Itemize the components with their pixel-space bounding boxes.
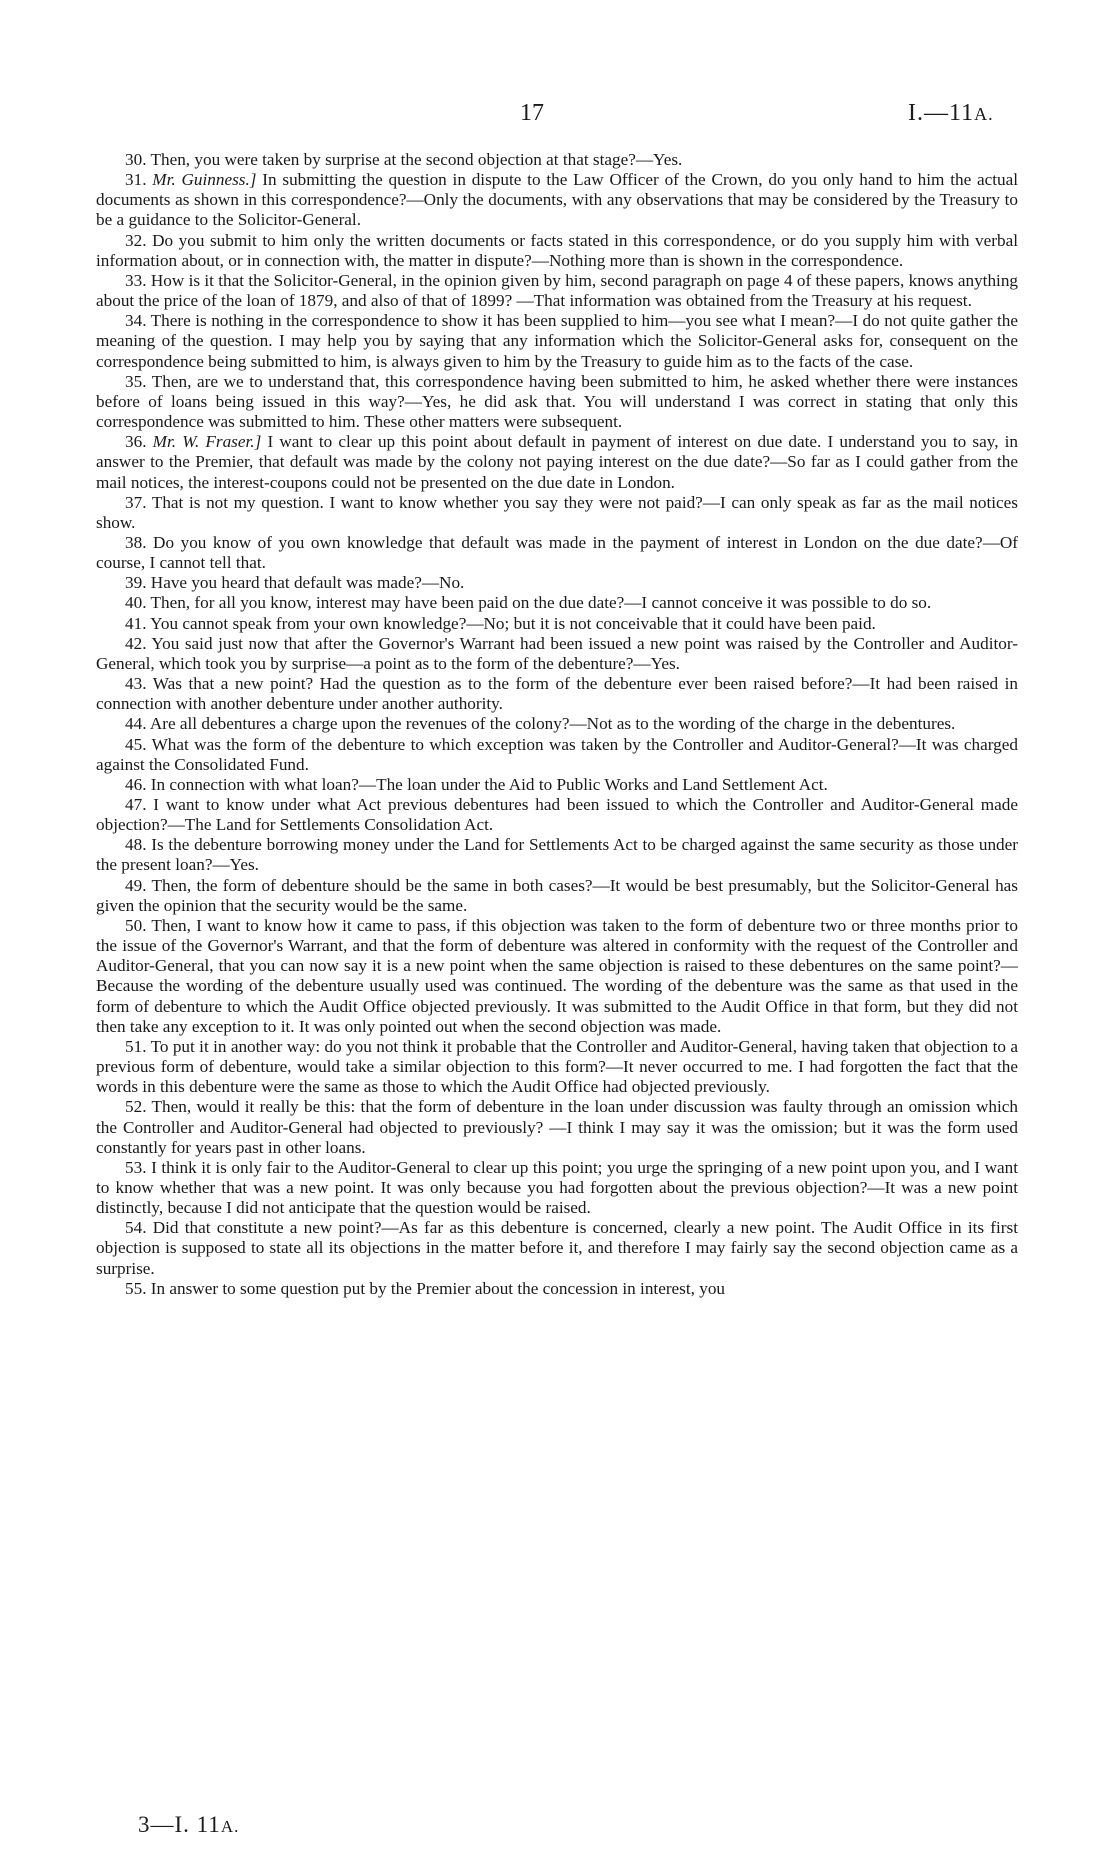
question-paragraph bbox=[96, 593, 1018, 613]
question-paragraph bbox=[96, 493, 1018, 533]
question-paragraph bbox=[96, 775, 1018, 795]
question-paragraph bbox=[96, 916, 1018, 1037]
question-text: Then, are we to understand that, this correspondence having been submitted to him, he asked whether there were instances before of loans being issued in this way?—Yes, he did ask that. You will understand I was correct in stating that only this correspondence was submitted to him. These other matters were subsequent. bbox=[96, 371, 1018, 432]
question-text: How is it that the Solicitor-General, in the opinion given by him, second paragraph on page 4 of these papers, knows anything about the price of the loan of 1879, and also of that of 1899? —That information was obtained from the Treasury at his request. bbox=[96, 270, 1019, 311]
question-text: Have you heard that default was made?—No. bbox=[150, 573, 465, 593]
question-paragraph bbox=[96, 170, 1018, 230]
question-text: There is nothing in the correspondence to show it has been supplied to him—you see what I mean?—I do not quite gather the meaning of the question. I may help you by saying that any information which the Solicitor-General asks for, consequent on the correspondence being submitted to him, is always given to him by the Treasury to guide him as to the facts of the case. bbox=[96, 311, 1018, 371]
question-number: 31. bbox=[125, 170, 147, 190]
question-paragraph bbox=[96, 1279, 1018, 1299]
question-number: 34. bbox=[125, 311, 147, 331]
question-paragraph bbox=[96, 432, 1018, 492]
question-paragraph bbox=[96, 311, 1018, 371]
question-text: You said just now that after the Governor's Warrant had been issued a new point was raised by the Controller and Auditor-General, which took you by surprise—a point as to the form of the debenture?—Yes. bbox=[96, 633, 1018, 673]
question-text: Then, would it really be this: that the form of debenture in the loan under discussion was faulty through an omission which the Controller and Auditor-General had objected to previously? —I think I may say it was the omission; but it was the form used constantly for years past in other loans. bbox=[96, 1097, 1018, 1157]
page-number: 17 bbox=[520, 100, 544, 126]
question-paragraph bbox=[96, 714, 1018, 734]
question-number: 36. bbox=[125, 432, 147, 452]
question-text: Then, you were taken by surprise at the second objection at that stage?—Yes. bbox=[150, 150, 683, 169]
question-paragraph bbox=[96, 1218, 1018, 1278]
question-paragraph bbox=[96, 1158, 1018, 1218]
signature-mark bbox=[138, 1812, 239, 1838]
question-number: 41. bbox=[125, 613, 147, 633]
question-text: Was that a new point? Had the question as to the form of the debenture ever been raised before?—It had been raised in connection with another debenture under another authority. bbox=[96, 674, 1018, 714]
question-text: That is not my question. I want to know whether you say they were not paid?—I can only speak as far as the mail notices show. bbox=[96, 492, 1018, 532]
question-number: 50. bbox=[125, 915, 147, 935]
question-text: To put it in another way: do you not think it probable that the Controller and Auditor-General, having taken that objection to a previous form of debenture, would take a similar objection to this form?—It never occurred to me. I had forgotten the fact that the words in this debenture were the same as those to which the Audit Office had objected previously. bbox=[96, 1036, 1018, 1097]
question-paragraph bbox=[96, 614, 1018, 634]
question-text: What was the form of the debenture to which exception was taken by the Controller and Auditor-General?—It was charged against the Consolidated Fund. bbox=[96, 734, 1018, 774]
question-paragraph bbox=[96, 231, 1018, 271]
question-paragraph bbox=[96, 533, 1018, 573]
question-paragraph bbox=[96, 150, 1018, 170]
question-text: I think it is only fair to the Auditor-General to clear up this point; you urge the springing of a new point upon you, and I want to know whether that was a new point. It was only because you had forgotten about the previous objection?—It was a new point distinctly, because I did not anticipate that the question would be raised. bbox=[96, 1157, 1019, 1218]
question-text: In submitting the question in dispute to the Law Officer of the Crown, do you only hand to him the actual documents as shown in this correspondence?—Only the documents, with any observations that may be considered by the Treasury to be a guidance to the Solicitor-General. bbox=[96, 170, 1019, 230]
question-text: Then, the form of debenture should be the same in both cases?—It would be best presumably, but the Solicitor-General has given the opinion that the security would be the same. bbox=[96, 875, 1018, 915]
question-paragraph bbox=[96, 271, 1018, 311]
question-text: Do you submit to him only the written documents or facts stated in this correspondence, or do you supply him with verbal information about, or in connection with, the matter in dispute?—Nothing more than is shown in the correspondence. bbox=[96, 230, 1019, 270]
question-paragraph bbox=[96, 795, 1018, 835]
question-number: 46. bbox=[125, 774, 147, 794]
signature-main: 3—I. 11 bbox=[138, 1812, 221, 1837]
question-number: 54. bbox=[125, 1218, 147, 1238]
question-number: 35. bbox=[125, 371, 147, 391]
document-reference-main: I.—11 bbox=[908, 100, 975, 126]
question-number: 33. bbox=[125, 270, 147, 290]
question-number: 52. bbox=[125, 1097, 147, 1117]
question-text: Then, for all you know, interest may have been paid on the due date?—I cannot conceive it was possible to do so. bbox=[150, 593, 932, 613]
question-paragraph bbox=[96, 1097, 1018, 1157]
question-number: 51. bbox=[125, 1036, 147, 1056]
document-reference-suffix: A. bbox=[974, 104, 994, 124]
question-text: I want to know under what Act previous debentures had been issued to which the Controller and Auditor-General made objection?—The Land for Settlements Consolidation Act. bbox=[96, 795, 1019, 835]
question-text: I want to clear up this point about default in payment of interest on due date. I understand you to say, in answer to the Premier, that default was made by the colony not paying interest on the due date?—So far as I could gather from the mail notices, the interest-coupons could not be presented on the due date in London. bbox=[96, 432, 1019, 492]
question-number: 44. bbox=[125, 714, 147, 734]
question-number: 53. bbox=[125, 1157, 147, 1177]
question-text: Then, I want to know how it came to pass, if this objection was taken to the form of debenture two or three months prior to the issue of the Governor's Warrant, and that the form of debenture was altered in conformity with the request of the Controller and Auditor-General, that you can now say it is a new point when the same objection is raised to these debentures on the same point?—Because the wording of the debenture usually used was continued. The wording of the debenture was the same as that used in the form of debenture to which the Audit Office objected previously. It was submitted to the Audit Office in that form, but they did not then take any exception to it. It was only pointed out when the second objection was made. bbox=[96, 915, 1018, 1036]
question-paragraph bbox=[96, 573, 1018, 593]
question-paragraph bbox=[96, 674, 1018, 714]
question-number: 43. bbox=[125, 674, 147, 694]
question-paragraph bbox=[96, 735, 1018, 775]
question-text: In connection with what loan?—The loan under the Aid to Public Works and Land Settlement Act. bbox=[150, 774, 828, 794]
speaker-name: Mr. W. Fraser.] bbox=[152, 432, 262, 452]
speaker-name: Mr. Guinness.] bbox=[152, 170, 257, 190]
question-text: Did that constitute a new point?—As far as this debenture is concerned, clearly a new point. The Audit Office in its first objection is supposed to state all its objections in the matter before it, and therefore I may fairly say the second objection came as a surprise. bbox=[96, 1218, 1018, 1278]
question-paragraph bbox=[96, 835, 1018, 875]
question-paragraph bbox=[96, 876, 1018, 916]
question-number: 48. bbox=[125, 835, 147, 855]
question-text: Are all debentures a charge upon the revenues of the colony?—Not as to the wording of the charge in the debentures. bbox=[149, 714, 956, 734]
question-text: Do you know of you own knowledge that default was made in the payment of interest in London on the due date?—Of course, I cannot tell that. bbox=[96, 532, 1019, 573]
question-number: 47. bbox=[125, 795, 147, 814]
question-number: 45. bbox=[125, 734, 147, 754]
question-paragraph bbox=[96, 1037, 1018, 1097]
question-number: 37. bbox=[125, 492, 147, 512]
question-paragraph bbox=[96, 372, 1018, 432]
question-number: 30. bbox=[125, 150, 147, 169]
question-text: In answer to some question put by the Premier about the concession in interest, you bbox=[150, 1278, 726, 1298]
question-number: 39. bbox=[125, 573, 147, 593]
question-number: 40. bbox=[125, 593, 147, 613]
question-number: 38. bbox=[125, 532, 147, 552]
question-number: 55. bbox=[125, 1278, 147, 1298]
signature-suffix: A. bbox=[220, 1817, 240, 1836]
question-paragraph bbox=[96, 634, 1018, 674]
question-number: 32. bbox=[125, 230, 147, 250]
question-text: Is the debenture borrowing money under the Land for Settlements Act to be charged against the same security as those under the present loan?—Yes. bbox=[96, 835, 1018, 875]
document-reference bbox=[908, 100, 994, 127]
question-number: 49. bbox=[125, 875, 147, 895]
question-text: You cannot speak from your own knowledge?—No; but it is not conceivable that it could have been paid. bbox=[150, 613, 876, 633]
evidence-text bbox=[96, 150, 1018, 1299]
question-number: 42. bbox=[125, 633, 147, 653]
